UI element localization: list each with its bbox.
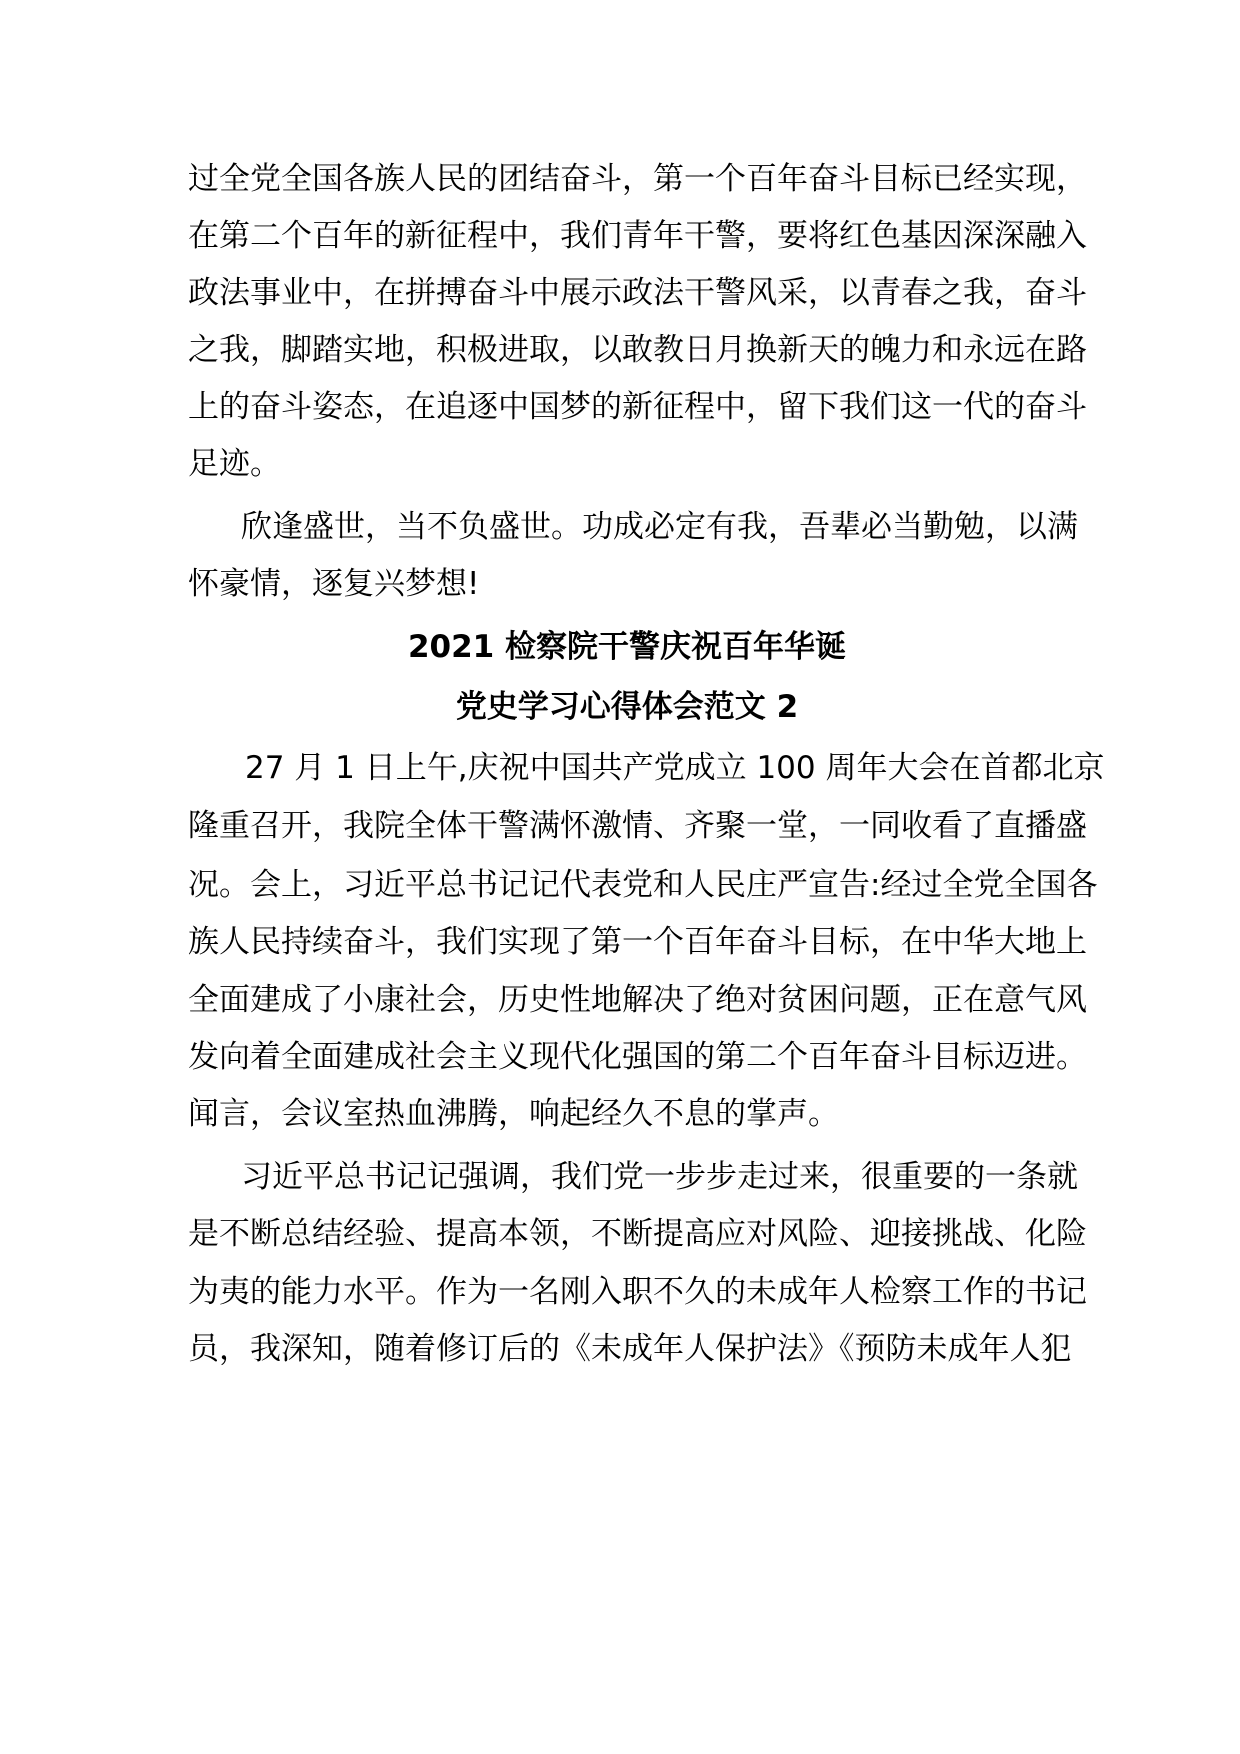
para2-line-4: 员，我深知，随着修订后的《未成年人保护法》《预防未成年人犯 <box>188 1331 1072 1367</box>
para1-line-1: 27 月 1 日上午,庆祝中国共产党成立 100 周年大会在首都北京 <box>245 750 1105 786</box>
para1-line-7: 闻言，会议室热血沸腾，响起经久不息的掌声。 <box>188 1096 839 1132</box>
para1-line-2: 隆重召开，我院全体干警满怀激情、齐聚一堂，一同收看了直播盛 <box>188 808 1087 844</box>
intro-line-6: 足迹。 <box>188 446 281 482</box>
para1-line-5: 全面建成了小康社会，历史性地解决了绝对贫困问题，正在意气风 <box>188 982 1087 1018</box>
intro-line-5: 上的奋斗姿态，在追逐中国梦的新征程中，留下我们这一代的奋斗 <box>188 389 1087 425</box>
title-line-2: 党史学习心得体会范文 2 <box>455 689 799 725</box>
intro-line-3: 政法事业中，在拼搏奋斗中展示政法干警风采，以青春之我，奋斗 <box>188 275 1087 311</box>
intro-line-4: 之我，脚踏实地，积极进取，以敢教日月换新天的魄力和永远在路 <box>188 332 1087 368</box>
intro-line-1: 过全党全国各族人民的团结奋斗，第一个百年奋斗目标已经实现， <box>188 161 1087 197</box>
closing-line-2: 怀豪情，逐复兴梦想! <box>188 566 480 602</box>
para2-line-1: 习近平总书记记强调，我们党一步步走过来，很重要的一条就 <box>241 1159 1078 1195</box>
para1-line-4: 族人民持续奋斗，我们实现了第一个百年奋斗目标，在中华大地上 <box>188 924 1087 960</box>
para2-line-3: 为夷的能力水平。作为一名刚入职不久的未成年人检察工作的书记 <box>188 1274 1087 1310</box>
title-line-1: 2021 检察院干警庆祝百年华诞 <box>407 629 847 665</box>
closing-line-1: 欣逢盛世，当不负盛世。功成必定有我，吾辈必当勤勉，以满 <box>241 509 1078 545</box>
para1-line-6: 发向着全面建成社会主义现代化强国的第二个百年奋斗目标迈进。 <box>188 1039 1087 1075</box>
para1-line-3: 况。会上，习近平总书记记代表党和人民庄严宣告:经过全党全国各 <box>188 867 1098 903</box>
intro-line-2: 在第二个百年的新征程中，我们青年干警，要将红色基因深深融入 <box>188 218 1087 254</box>
para2-line-2: 是不断总结经验、提高本领，不断提高应对风险、迎接挑战、化险 <box>188 1216 1087 1252</box>
